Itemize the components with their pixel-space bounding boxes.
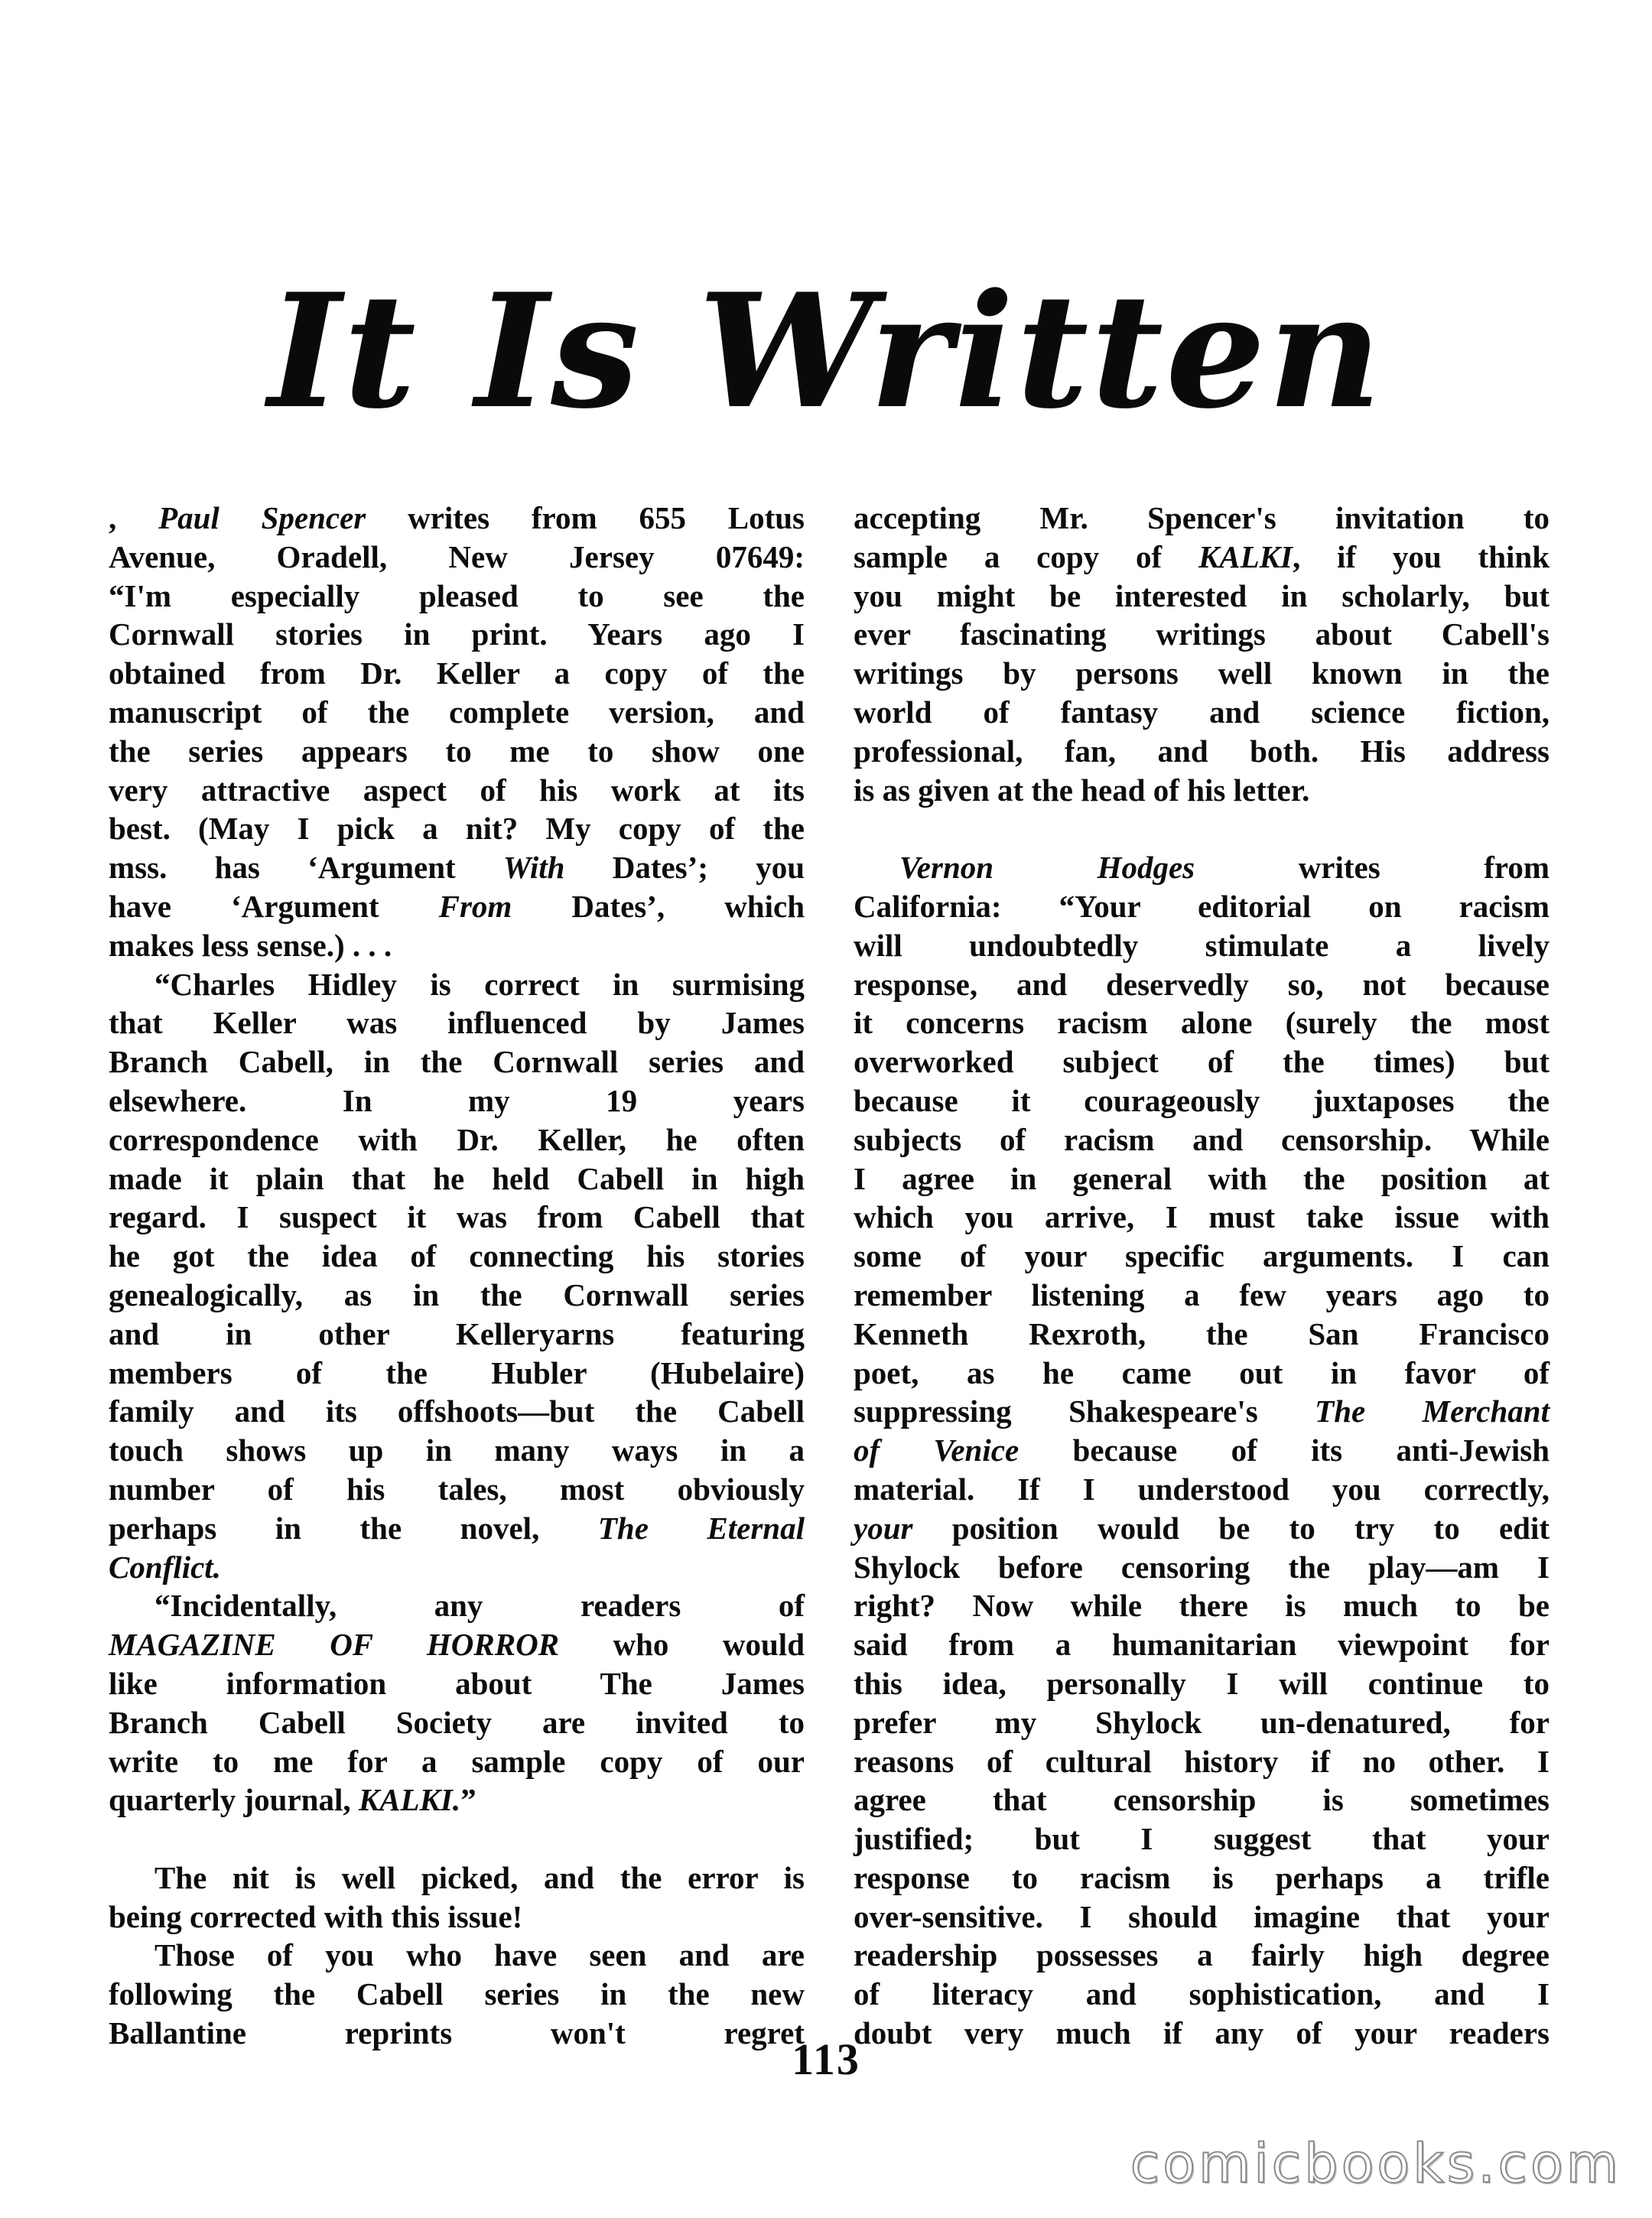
text-line — [854, 538, 1550, 577]
text-segment: who would — [559, 1627, 805, 1663]
italic-text-segment: MAGAZINE OF HORROR — [109, 1627, 560, 1663]
text-line — [854, 1586, 1550, 1625]
text-line — [854, 1859, 1550, 1898]
text-line — [854, 965, 1550, 1004]
text-line — [854, 577, 1550, 616]
text-line — [854, 499, 1550, 538]
text-line — [854, 1315, 1550, 1354]
paragraph-gap — [854, 809, 1550, 848]
text-line — [109, 693, 805, 732]
text-line — [109, 1625, 805, 1664]
text-segment: like information about The James — [109, 1665, 805, 1701]
text-segment: The nit is well picked, and the error is — [154, 1859, 805, 1895]
text-line — [854, 732, 1550, 771]
text-line — [109, 1392, 805, 1431]
italic-text-segment: Paul Spencer — [158, 500, 366, 535]
text-line — [109, 1431, 805, 1470]
text-line — [854, 1237, 1550, 1276]
text-line — [109, 1781, 805, 1820]
text-segment: poet, as he came out in favor of — [854, 1355, 1550, 1390]
text-line — [109, 538, 805, 577]
text-line — [854, 615, 1550, 654]
text-segment: is as given at the head of his letter. — [854, 772, 1310, 808]
text-segment: Branch Cabell Society are invited to — [109, 1704, 805, 1740]
text-segment: and in other Kelleryarns featuring — [109, 1316, 805, 1351]
text-line — [109, 1315, 805, 1354]
text-segment: material. If I understood you correctly, — [854, 1471, 1550, 1507]
text-line — [109, 965, 805, 1004]
text-line — [854, 1198, 1550, 1237]
text-segment: this idea, personally I will continue to — [854, 1665, 1550, 1701]
text-segment: which you arrive, I must take issue with — [854, 1199, 1550, 1235]
text-segment: you might be interested in scholarly, but — [854, 577, 1550, 613]
text-segment: “Incidentally, any readers of — [154, 1588, 805, 1624]
text-line — [854, 1936, 1550, 1975]
italic-text-segment: KALKI — [1198, 538, 1293, 574]
text-segment: response, and deservedly so, not because — [854, 966, 1550, 1002]
text-segment: that Keller was influenced by James — [109, 1005, 805, 1041]
text-line — [109, 615, 805, 654]
text-line — [854, 1664, 1550, 1703]
text-line — [109, 1898, 805, 1937]
text-segment: manuscript of the complete version, and — [109, 694, 805, 730]
text-line — [109, 1975, 805, 2014]
text-line — [109, 1198, 805, 1237]
text-segment: some of your specific arguments. I can — [854, 1238, 1550, 1274]
text-segment: the series appears to me to show one — [109, 733, 805, 769]
italic-text-segment: your — [854, 1510, 913, 1546]
text-segment: doubt very much if any of your readers — [854, 2015, 1550, 2051]
text-line — [109, 887, 805, 926]
text-line — [854, 1431, 1550, 1470]
text-segment: reasons of cultural history if no other. I — [854, 1743, 1550, 1779]
text-line — [109, 1859, 805, 1898]
text-segment: suppressing Shakespeare's — [854, 1394, 1315, 1429]
italic-text-segment: Vernon Hodges — [899, 850, 1195, 886]
text-segment: position would be to try to edit — [912, 1510, 1550, 1546]
text-line — [854, 1703, 1550, 1742]
text-segment: very attractive aspect of his work at its — [109, 772, 805, 808]
text-line — [109, 1936, 805, 1975]
text-line — [854, 1975, 1550, 2014]
text-segment: because of its anti-Jewish — [1019, 1433, 1550, 1468]
text-line — [109, 577, 805, 616]
text-line — [109, 1276, 805, 1315]
page-title: It Is Written — [268, 260, 1384, 444]
text-line — [109, 809, 805, 848]
text-segment: professional, fan, and both. His address — [854, 733, 1550, 769]
text-line — [854, 1354, 1550, 1393]
text-line — [109, 1354, 805, 1393]
text-line — [109, 499, 805, 538]
text-line — [854, 1548, 1550, 1587]
text-line — [109, 771, 805, 810]
text-line — [854, 1003, 1550, 1042]
text-segment: said from a humanitarian viewpoint for — [854, 1627, 1550, 1663]
text-segment: response to racism is perhaps a trifle — [854, 1859, 1550, 1895]
text-segment: agree that censorship is sometimes — [854, 1782, 1550, 1818]
text-line — [854, 1781, 1550, 1820]
text-segment: remember listening a few years ago to — [854, 1276, 1550, 1312]
text-segment: following the Cabell series in the new — [109, 1976, 805, 2012]
text-segment: number of his tales, most obviously — [109, 1471, 805, 1507]
text-segment: , — [109, 500, 159, 535]
italic-text-segment: The Eternal — [597, 1510, 805, 1546]
text-segment: will undoubtedly stimulate a lively — [854, 927, 1550, 963]
text-segment: makes less sense.) . . . — [109, 927, 392, 963]
text-segment: justified; but I suggest that your — [854, 1821, 1550, 1857]
text-segment: Those of you who have seen and are — [154, 1937, 805, 1973]
text-line — [854, 1625, 1550, 1664]
text-segment: sample a copy of — [854, 538, 1198, 574]
paragraph-gap — [109, 1820, 805, 1859]
text-segment: Shylock before censoring the play—am I — [854, 1549, 1550, 1585]
text-segment: being corrected with this issue! — [109, 1898, 523, 1934]
text-line — [109, 1509, 805, 1548]
text-segment: writes from — [1195, 850, 1550, 886]
text-line — [109, 1081, 805, 1120]
text-segment: accepting Mr. Spencer's invitation to — [854, 500, 1550, 535]
text-segment: ever fascinating writings about Cabell's — [854, 616, 1550, 652]
text-line — [109, 848, 805, 887]
text-segment: Dates’; you — [564, 850, 805, 886]
text-line — [109, 654, 805, 693]
text-segment: “I'm especially pleased to see the — [109, 577, 805, 613]
text-segment: I agree in general with the position at — [854, 1160, 1550, 1196]
text-segment: it concerns racism alone (surely the most — [854, 1005, 1550, 1041]
text-segment: writings by persons well known in the — [854, 655, 1550, 691]
text-line — [854, 1820, 1550, 1859]
italic-text-segment: Conflict. — [109, 1549, 221, 1585]
text-line — [854, 1470, 1550, 1509]
text-line — [109, 732, 805, 771]
text-line — [854, 926, 1550, 965]
text-segment: made it plain that he held Cabell in high — [109, 1160, 805, 1196]
text-line — [109, 926, 805, 965]
text-segment: Dates’, which — [512, 888, 805, 924]
text-segment: he got the idea of connecting his stories — [109, 1238, 805, 1274]
italic-text-segment: KALKI. — [358, 1782, 461, 1818]
text-line — [109, 1120, 805, 1159]
text-segment: members of the Hubler (Hubelaire) — [109, 1355, 805, 1390]
text-line — [109, 1742, 805, 1781]
text-segment: world of fantasy and science fiction, — [854, 694, 1550, 730]
text-segment: Cornwall stories in print. Years ago I — [109, 616, 805, 652]
text-segment: have ‘Argument — [109, 888, 439, 924]
text-line — [109, 1237, 805, 1276]
text-line — [854, 1081, 1550, 1120]
text-line — [854, 887, 1550, 926]
text-line — [854, 1276, 1550, 1315]
page-number: 113 — [792, 2034, 860, 2084]
text-segment: , if you think — [1292, 538, 1550, 574]
text-line — [854, 1898, 1550, 1937]
text-segment: right? Now while there is much to be — [854, 1588, 1550, 1624]
text-line — [854, 1509, 1550, 1548]
text-segment: Branch Cabell, in the Cornwall series and — [109, 1044, 805, 1080]
text-line — [109, 1703, 805, 1742]
text-segment: of literacy and sophistication, and I — [854, 1976, 1550, 2012]
text-segment: quarterly journal, — [109, 1782, 359, 1818]
text-line — [854, 848, 1550, 887]
text-line — [854, 1042, 1550, 1081]
right-column — [854, 499, 1550, 2053]
text-segment: elsewhere. In my 19 years — [109, 1082, 805, 1118]
left-column — [109, 499, 805, 2053]
text-line — [854, 1742, 1550, 1781]
text-segment: genealogically, as in the Cornwall series — [109, 1276, 805, 1312]
text-segment: prefer my Shylock un-denatured, for — [854, 1704, 1550, 1740]
watermark-logo: comicbooks.com — [1130, 2132, 1621, 2195]
text-segment: mss. has ‘Argument — [109, 850, 503, 886]
text-segment: over-sensitive. I should imagine that your — [854, 1898, 1550, 1934]
text-line — [854, 771, 1550, 810]
text-segment: perhaps in the novel, — [109, 1510, 598, 1546]
text-segment: subjects of racism and censorship. While — [854, 1121, 1550, 1157]
text-line — [854, 1159, 1550, 1198]
text-line — [109, 1003, 805, 1042]
text-line — [854, 693, 1550, 732]
text-line — [109, 1042, 805, 1081]
text-segment: writes from 655 Lotus — [366, 500, 805, 535]
italic-text-segment: From — [438, 888, 512, 924]
text-line — [854, 1392, 1550, 1431]
text-line — [109, 1586, 805, 1625]
italic-text-segment: With — [502, 850, 565, 886]
text-segment: readership possesses a fairly high degree — [854, 1937, 1550, 1973]
text-segment: Kenneth Rexroth, the San Francisco — [854, 1316, 1550, 1351]
text-segment: California: “Your editorial on racism — [854, 888, 1550, 924]
text-line — [109, 1548, 805, 1587]
text-segment: write to me for a sample copy of our — [109, 1743, 805, 1779]
text-line — [109, 1159, 805, 1198]
text-segment: overworked subject of the times) but — [854, 1044, 1550, 1080]
text-segment: ” — [460, 1782, 476, 1818]
text-segment: touch shows up in many ways in a — [109, 1433, 805, 1468]
text-line — [109, 1470, 805, 1509]
text-segment: best. (May I pick a nit? My copy of the — [109, 811, 805, 847]
text-segment: because it courageously juxtaposes the — [854, 1082, 1550, 1118]
text-segment: obtained from Dr. Keller a copy of the — [109, 655, 805, 691]
italic-text-segment: of Venice — [854, 1433, 1019, 1468]
text-line — [109, 1664, 805, 1703]
text-line — [854, 654, 1550, 693]
text-segment: family and its offshoots—but the Cabell — [109, 1394, 805, 1429]
text-segment: regard. I suspect it was from Cabell that — [109, 1199, 805, 1235]
text-line — [854, 1120, 1550, 1159]
italic-text-segment: The Merchant — [1315, 1394, 1550, 1429]
text-segment: Avenue, Oradell, New Jersey 07649: — [109, 538, 805, 574]
text-segment: correspondence with Dr. Keller, he often — [109, 1121, 805, 1157]
text-segment: Ballantine reprints won't regret — [109, 2015, 805, 2051]
text-segment: “Charles Hidley is correct in surmising — [154, 966, 805, 1002]
